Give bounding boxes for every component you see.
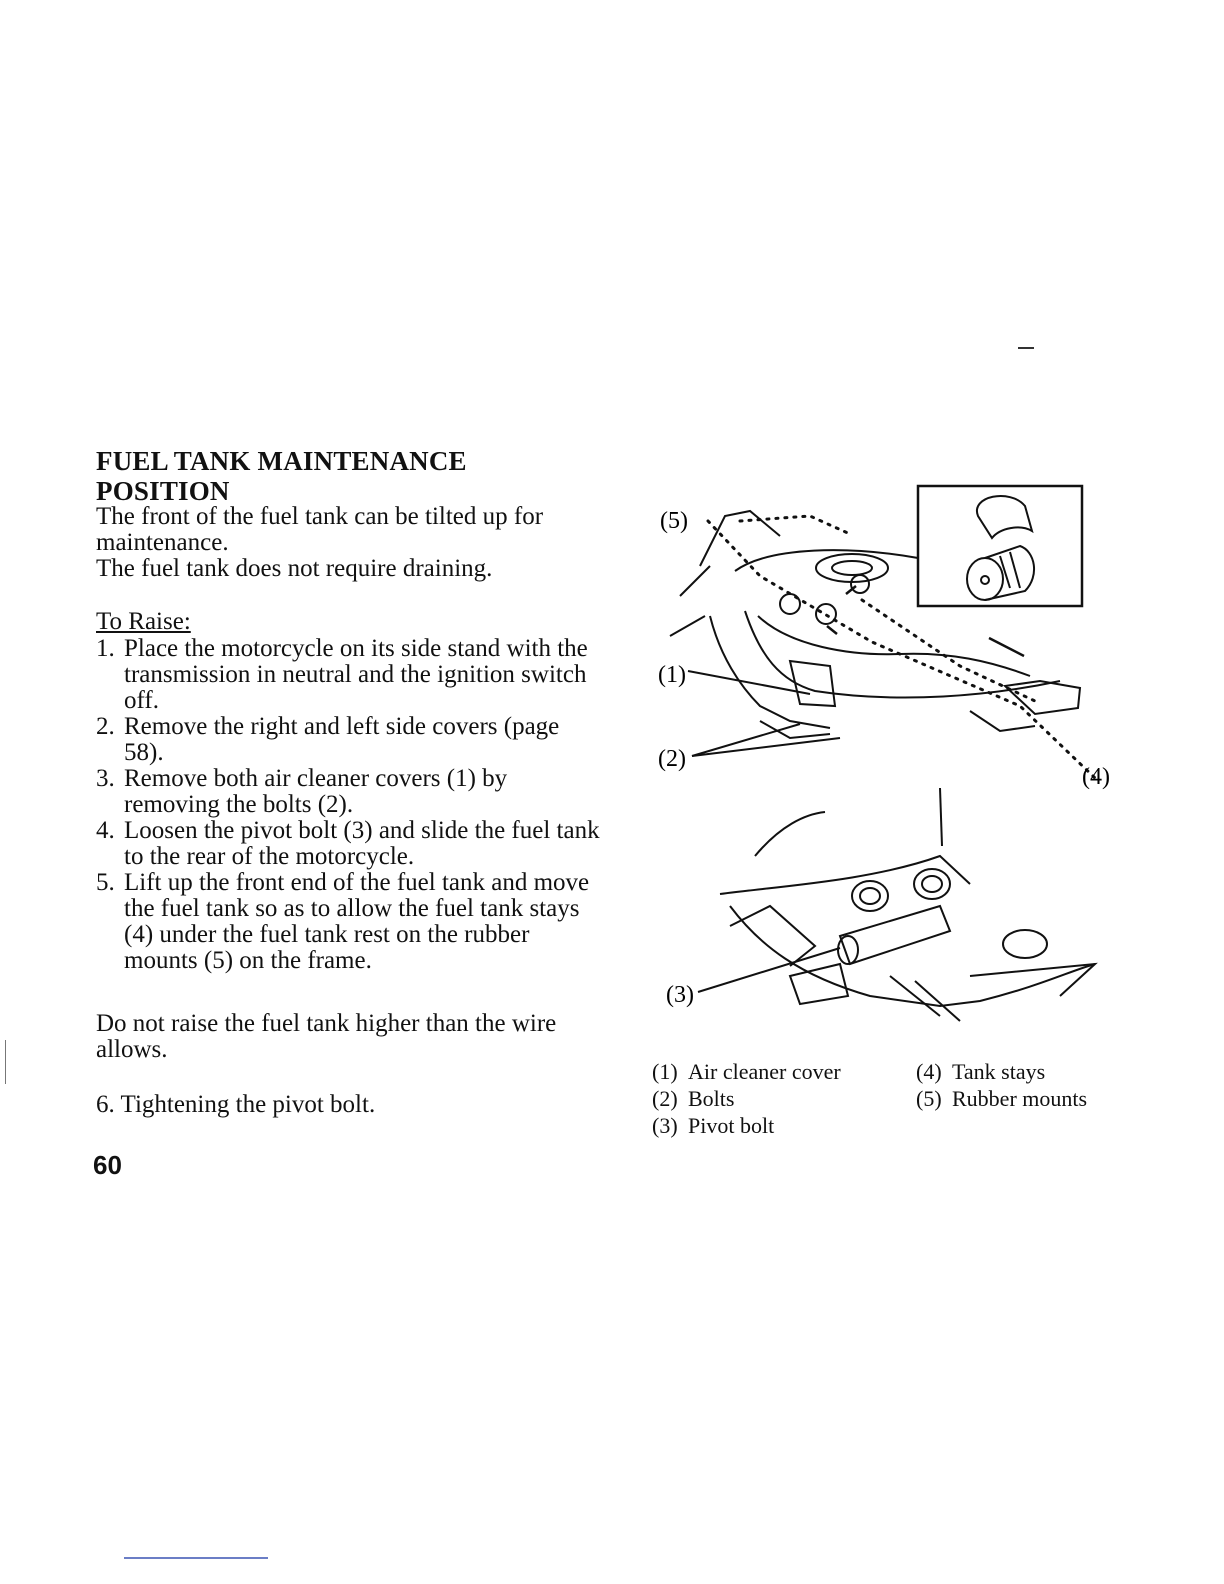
step-text: Loosen the pivot bolt (3) and slide the fuel tank to the rear of the motorcycle. <box>124 817 600 870</box>
step-text: Place the motorcycle on its side stand with the transmission in neutral and the ignition switch off. <box>124 635 588 714</box>
inset-box <box>918 486 1082 606</box>
intro-text <box>96 504 600 582</box>
legend-number: (3) <box>652 1113 678 1138</box>
step-number: 1. <box>96 635 115 662</box>
heading-line-1: FUEL TANK MAINTENANCE <box>96 446 467 476</box>
legend-number: (1) <box>652 1059 678 1084</box>
raise-steps-list <box>96 636 600 974</box>
pivot-area-drawing <box>720 812 1095 1021</box>
legend-label: Bolts <box>688 1086 735 1111</box>
legend-label: Air cleaner cover <box>688 1059 841 1084</box>
legend-item <box>652 1058 841 1085</box>
legend-label: Rubber mounts <box>952 1086 1088 1111</box>
section-heading <box>96 446 616 506</box>
step-number: 2. <box>96 713 115 740</box>
leader-line-1 <box>688 671 810 694</box>
intro-paragraph-1: The front of the fuel tank can be tilted up for maintenance. <box>96 503 544 556</box>
callout-3: (3) <box>666 982 694 1008</box>
warning-text: Do not raise the fuel tank higher than the wire allows. <box>96 1010 557 1063</box>
callout-5: (5) <box>660 508 688 534</box>
step-item <box>96 818 600 870</box>
header-dash <box>1018 347 1034 349</box>
step-text: Remove both air cleaner covers (1) by removing the bolts (2). <box>124 765 508 818</box>
step-item <box>96 766 600 818</box>
legend-item <box>652 1112 774 1139</box>
legend-item <box>916 1058 1045 1085</box>
step-item <box>96 714 600 766</box>
legend-number: (4) <box>916 1059 942 1084</box>
fuel-tank-drawing <box>670 511 1080 738</box>
rubber-mount-inset-icon <box>967 496 1034 600</box>
step-text: Lift up the front end of the fuel tank and move the fuel tank so as to allow the fuel tank stays (4) under the fuel tank rest on the rubber mounts (5) on the frame. <box>124 869 590 974</box>
bottom-rule <box>124 1557 268 1559</box>
legend-item <box>916 1085 1087 1112</box>
callout-4: (4) <box>1082 764 1110 790</box>
leader-line-4 <box>940 788 942 846</box>
step-number: 3. <box>96 765 115 792</box>
intro-paragraph-2: The fuel tank does not require draining. <box>96 555 493 582</box>
margin-mark <box>5 1040 6 1084</box>
leader-line-2a <box>692 724 800 756</box>
step-number: 5. <box>96 869 115 896</box>
legend-number: (2) <box>652 1086 678 1111</box>
figure-legend <box>652 1058 1132 1148</box>
legend-item <box>652 1085 734 1112</box>
step-item <box>96 870 600 974</box>
step-text: Remove the right and left side covers (page 58). <box>124 713 560 766</box>
leader-line-2b <box>692 738 840 756</box>
fuel-tank-illustration <box>640 476 1120 1036</box>
step-6: 6. Tightening the pivot bolt. <box>96 1091 376 1118</box>
heading-line-2: POSITION <box>96 476 230 506</box>
step-item <box>96 636 600 714</box>
callout-2: (2) <box>658 746 686 772</box>
raise-label: To Raise: <box>96 608 191 635</box>
legend-label: Pivot bolt <box>688 1113 775 1138</box>
legend-number: (5) <box>916 1086 942 1111</box>
legend-label: Tank stays <box>952 1059 1046 1084</box>
callout-1: (1) <box>658 662 686 688</box>
step-number: 4. <box>96 817 115 844</box>
page-number: 60 <box>93 1150 122 1180</box>
